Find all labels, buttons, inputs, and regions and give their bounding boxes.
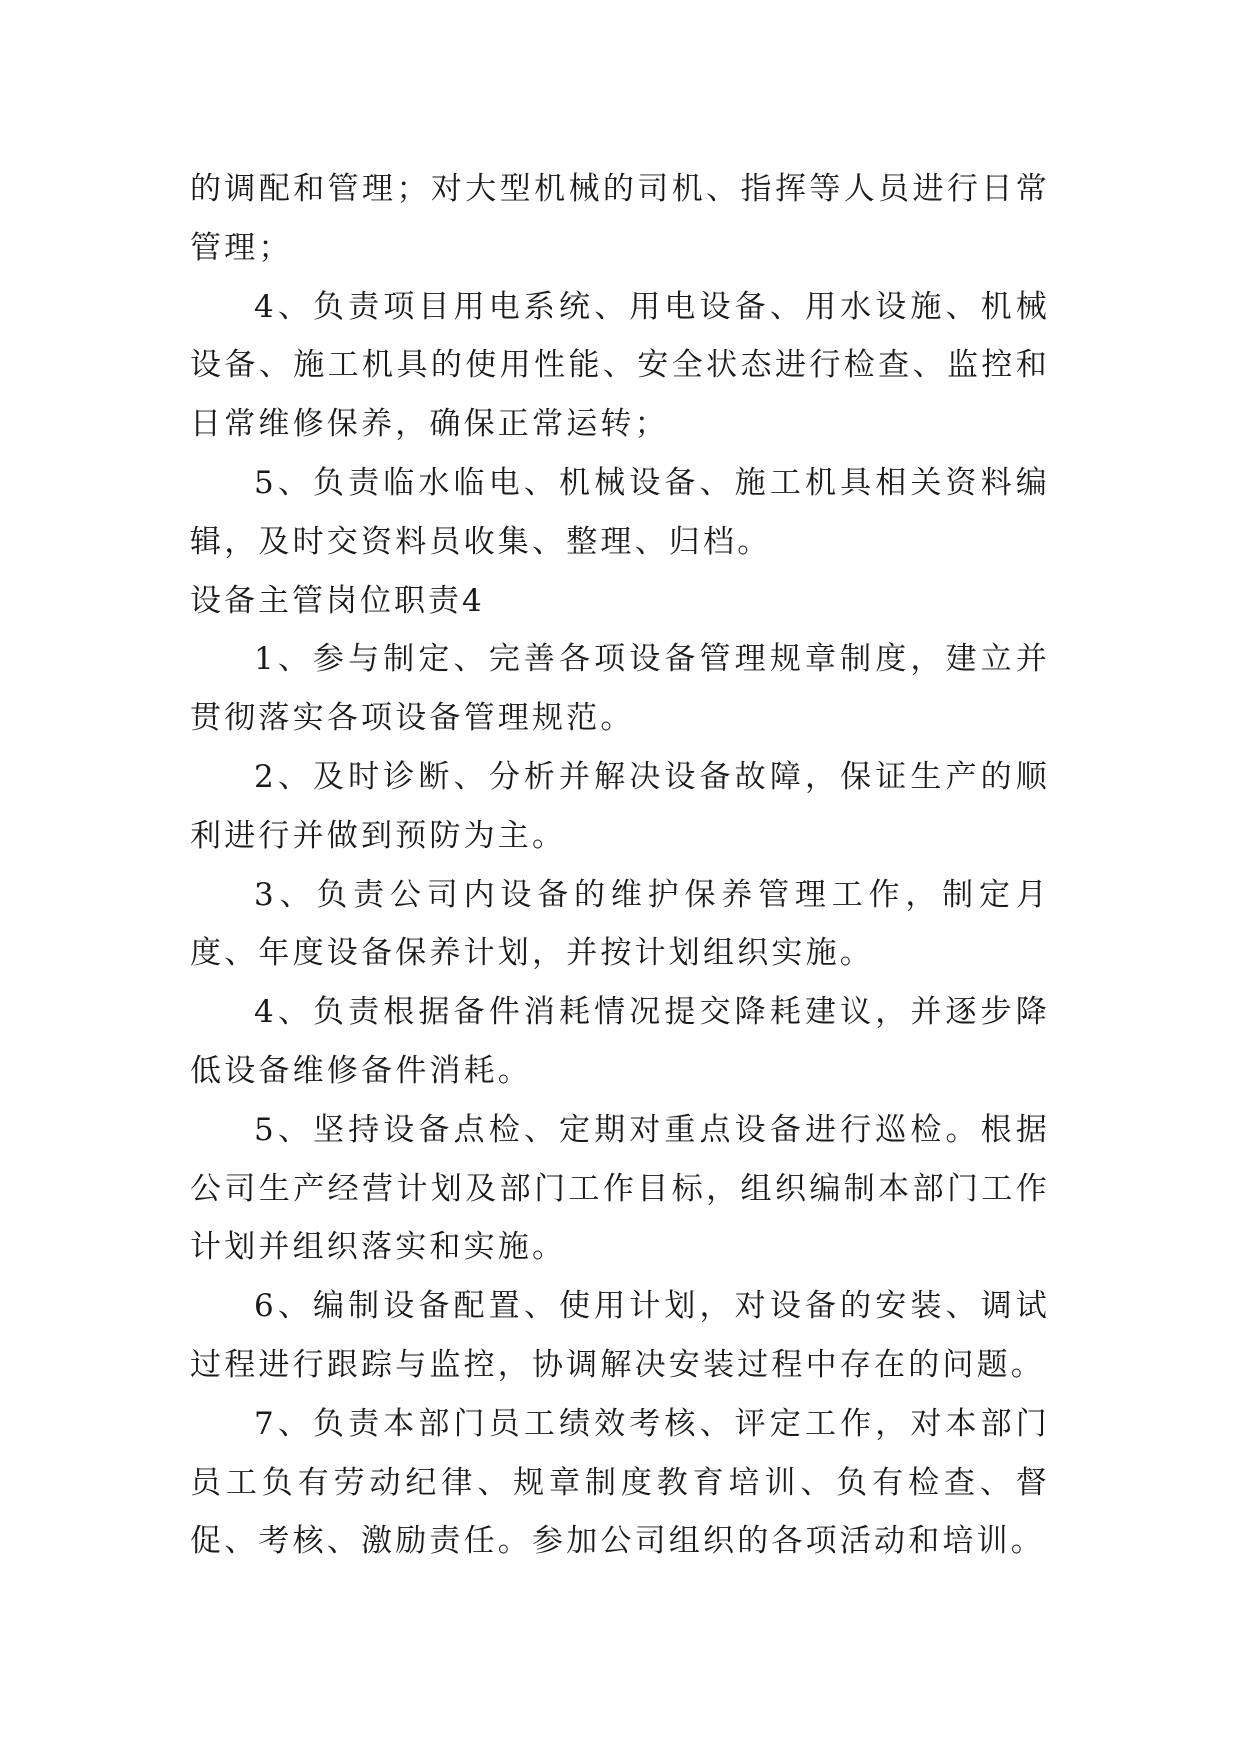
list-item-5-before: 5、负责临水临电、机械设备、施工机具相关资料编辑，及时交资料员收集、整理、归档。 bbox=[190, 464, 1050, 560]
paragraph-continuation: 的调配和管理；对大型机械的司机、指挥等人员进行日常管理； bbox=[190, 171, 1050, 266]
list-item-3: 3、负责公司内设备的维护保养管理工作，制定月度、年度设备保养计划，并按计划组织实施。 bbox=[190, 876, 1050, 972]
list-item-6: 6、编制设备配置、使用计划，对设备的安装、调试过程进行跟踪与监控，协调解决安装过程中存在的问题。 bbox=[190, 1288, 1050, 1383]
section-title: 设备主管岗位职责4 bbox=[190, 582, 485, 619]
list-item-4: 4、负责根据备件消耗情况提交降耗建议，并逐步降低设备维修备件消耗。 bbox=[190, 994, 1050, 1089]
list-item-5: 5、坚持设备点检、定期对重点设备进行巡检。根据公司生产经营计划及部门工作目标，组织编制本部门工作计划并组织落实和实施。 bbox=[190, 1111, 1050, 1266]
list-item-2: 2、及时诊断、分析并解决设备故障，保证生产的顺利进行并做到预防为主。 bbox=[190, 758, 1050, 854]
list-item-4-before: 4、负责项目用电系统、用电设备、用水设施、机械设备、施工机具的使用性能、安全状态进行检查、监控和日常维修保养，确保正常运转； bbox=[190, 288, 1050, 443]
list-item-1: 1、参与制定、完善各项设备管理规章制度，建立并贯彻落实各项设备管理规范。 bbox=[190, 641, 1050, 737]
list-item-7: 7、负责本部门员工绩效考核、评定工作，对本部门员工负有劳动纪律、规章制度教育培训、负有检查、督促、考核、激励责任。参加公司组织的各项活动和培训。 bbox=[190, 1405, 1050, 1560]
document-page bbox=[190, 160, 1050, 1571]
